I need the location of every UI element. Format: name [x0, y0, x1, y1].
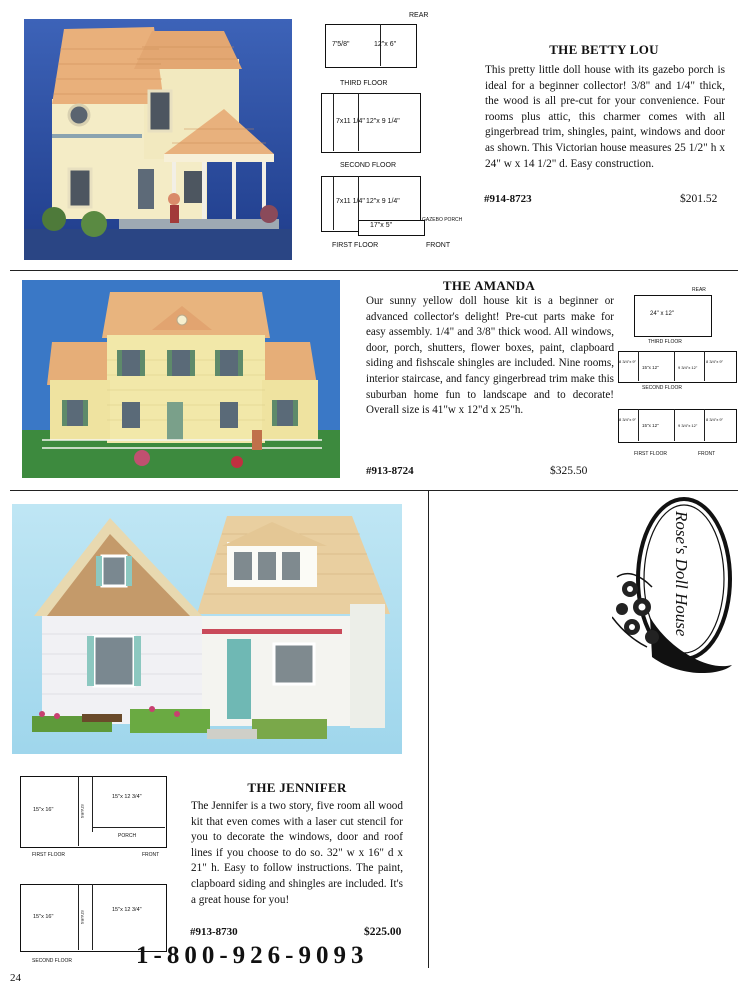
jennifer-photo: [12, 504, 402, 754]
plan-room: 12"x 9 1/4": [366, 198, 400, 205]
front-label: FRONT: [426, 242, 451, 249]
column-divider: [428, 490, 429, 968]
third-floor-label: THIRD FLOOR: [340, 80, 388, 87]
jennifer-title: THE JENNIFER: [247, 780, 347, 795]
roses-doll-house-logo: [612, 497, 738, 677]
plan-rear-label: REAR: [692, 287, 706, 293]
third-floor-label: THIRD FLOOR: [648, 339, 682, 345]
betty-lou-description: This pretty little doll house with its gazebo porch is ideal for a beginner collector! 3/8" and 1/4" thick, the wood is all pre-cut for your convenience. Four rooms plus attic, this charmer comes with all gingerbread trim, shingles, paint, windows and door as shown. This Victorian house measures 25 1/2" h x 24" w x 14 1/2" d. Easy construction.: [485, 64, 725, 170]
section-divider: [10, 270, 738, 271]
plan-room: 15"x 16": [33, 807, 54, 813]
first-floor-label: FIRST FLOOR: [332, 242, 379, 249]
plan-porch-size: 17"x 5": [370, 222, 393, 229]
plan-room: 8 3/4"x 9": [619, 359, 637, 364]
amanda-photo: [22, 280, 340, 478]
stairs-label: STAIRS: [80, 804, 85, 819]
betty-lou-sku: #914-8723: [484, 193, 532, 205]
stairs-label: STAIRS: [80, 910, 85, 925]
page-number: 24: [10, 972, 21, 984]
first-floor-label: FIRST FLOOR: [634, 451, 667, 457]
plan-room: 15"x 12": [642, 365, 659, 370]
jennifer-price: $225.00: [364, 926, 402, 938]
plan-room: 15"x 12 3/4": [112, 794, 142, 800]
plan-rear-label: REAR: [409, 12, 429, 19]
plan-room: 8 3/4"x 9": [706, 417, 724, 422]
plan-room: 24" x 12": [650, 311, 674, 317]
logo-text: Rose's Doll House: [672, 511, 691, 637]
plan-room: 12"x 6": [374, 41, 397, 48]
jennifer-description: The Jennifer is a two story, five room all wood kit that even comes with a laser cut stencil for you to decorate the windows, door and roof lines if you choose to do so. 32" w x 16" d x 21" h. Easy to follow instructions. The paint, clapboard siding and shingles are included. It's a great house for you!: [191, 800, 403, 906]
amanda-sku: #913-8724: [366, 465, 414, 477]
betty-lou-title: THE BETTY LOU: [549, 42, 659, 57]
section-divider: [10, 490, 738, 491]
second-floor-label: SECOND FLOOR: [32, 958, 73, 964]
second-floor-label: SECOND FLOOR: [340, 162, 397, 169]
plan-room: 15"x 12": [642, 423, 659, 428]
betty-lou-price: $201.52: [680, 193, 718, 205]
plan-room: 15"x 12 3/4": [112, 907, 142, 913]
amanda-description: Our sunny yellow doll house kit is a beginner or advanced collector's delight! Pre-cut parts make for easy assembly. 1/4" and 3/8" thick wood. All windows, door, porch, shutters, flower boxes, paint, clapboard siding and fishscale shingles are included. Nine rooms, interior staircase, and fancy gingerbread trim make this suburban home fun to landscape and to decorate! Overall size is 41"w x 12"d x 25"h.: [366, 295, 614, 417]
plan-room: 7x11 1/4": [336, 118, 365, 125]
plan-room: 7x11 1/4": [336, 198, 365, 205]
amanda-floor-plan: [612, 285, 742, 465]
betty-lou-floor-plan: [318, 10, 463, 254]
second-floor-label: SECOND FLOOR: [642, 385, 683, 391]
plan-room: 12"x 9 1/4": [366, 118, 400, 125]
plan-room: 9 3/4"x 12": [678, 423, 698, 428]
gazebo-label: GAZEBO PORCH: [422, 217, 463, 223]
first-floor-label: FIRST FLOOR: [32, 852, 65, 858]
plan-room: 8 3/4"x 9": [619, 417, 637, 422]
amanda-title: THE AMANDA: [442, 278, 536, 293]
plan-room: 9 3/4"x 12": [678, 365, 698, 370]
betty-lou-photo: [24, 19, 292, 260]
amanda-price: $325.50: [550, 465, 588, 477]
plan-room: 15"x 16": [33, 914, 54, 920]
porch-label: PORCH: [118, 833, 137, 839]
front-label: FRONT: [698, 451, 716, 457]
plan-room: 7'5/8": [332, 41, 350, 48]
jennifer-sku: #913-8730: [190, 926, 238, 938]
plan-room: 8 3/4"x 9": [706, 359, 724, 364]
phone-number: 1-800-926-9093: [136, 942, 369, 969]
front-label: FRONT: [142, 852, 160, 858]
